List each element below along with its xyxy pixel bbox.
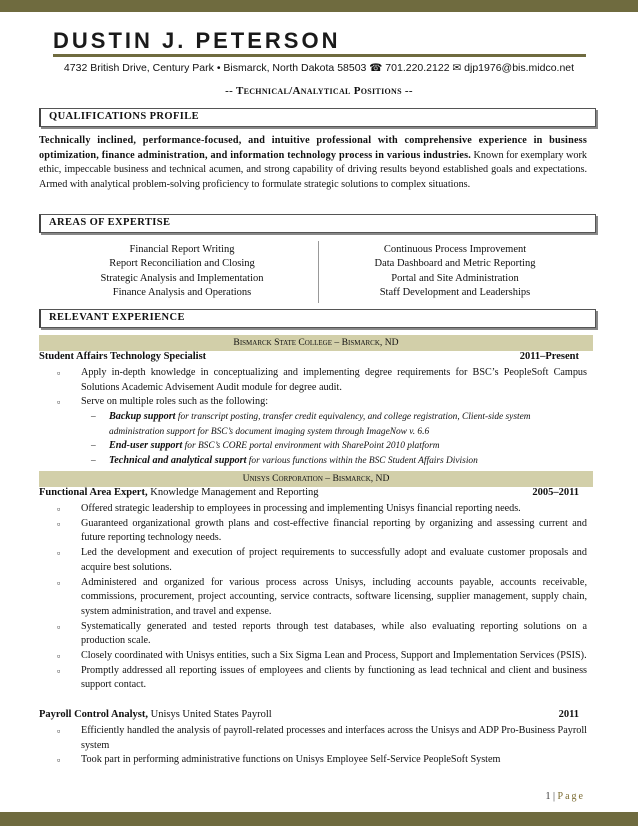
expertise-left-column <box>52 243 312 301</box>
role-bsc <box>39 351 579 362</box>
target-positions: -- Technical/Analytical Positions -- <box>225 85 413 97</box>
experience-heading-label: RELEVANT EXPERIENCE <box>49 312 185 323</box>
sub-item-text: for various functions within the BSC Student Affairs Division <box>246 455 478 466</box>
list-item: ▫ Took part in performing administrative functions on Unisys Employee Self-Service PeopleSoft System <box>55 753 587 768</box>
role-title: Functional Area Expert, <box>39 487 148 498</box>
sub-item-bold: End-user support <box>109 440 183 452</box>
candidate-name: DUSTIN J. PETERSON <box>53 28 341 53</box>
expertise-heading-label: AREAS OF EXPERTISE <box>49 217 171 228</box>
role-unisys-fae-bullets <box>55 502 587 693</box>
list-item: ▫ Systematically generated and tested reports through test databases, while also evaluating reporting solutions on a production scale. <box>55 620 587 649</box>
expertise-item: Data Dashboard and Metric Reporting <box>374 258 536 270</box>
expertise-item: Financial Report Writing <box>129 244 235 255</box>
list-item: ▫ Closely coordinated with Unisys entities, such a Six Sigma Lean and Process, Support and Implementation Services (PSIS). <box>55 649 587 664</box>
sub-item: – Backup support for transcript posting, transfer credit equivalency, and college registration, Client-side system administration support for BSC’s document imaging system through ImageNow v. 6.6 <box>91 411 531 437</box>
sub-item: – End-user support for BSC’s CORE portal environment with SharePoint 2010 platform <box>91 440 440 452</box>
list-item: ▫ Offered strategic leadership to employees in processing and implementing Unisys financial reporting needs. <box>55 502 587 517</box>
contact-line: 4732 British Drive, Century Park • Bismarck, North Dakota 58503 ☎ 701.220.2122 ✉ djp1976@bis.midco.net <box>63 62 575 74</box>
list-item: ▫ Promptly addressed all reporting issues of employees and clients by functioning as lead technical and client and business support contact. <box>55 664 587 693</box>
list-item: ▫ Apply in-depth knowledge in conceptualizing and implementing degree requirements for BSC’s PeopleSoft Campus Solutions Academic Advisement Audit module for degree audit. <box>55 366 587 395</box>
list-item: ▫ Administered and organized for various process across Unisys, including accounts payable, accounts receivable, commissions, procurement, project accounting, service contracts, software licensing, supplier management, supply chain, system administration, and travel and expense. <box>55 576 587 620</box>
list-item: ▫ Serve on multiple roles such as the following: <box>55 395 587 410</box>
expertise-divider <box>318 241 319 303</box>
expertise-item: Strategic Analysis and Implementation <box>100 272 264 284</box>
sub-item-text: for transcript posting, transfer credit equivalency, and college registration, Client-side system administration support for BSC’s document imaging system through ImageNow v. 6.6 <box>109 412 531 437</box>
expertise-item: Finance Analysis and Operations <box>112 287 252 299</box>
employer-band-unisys: Unisys Corporation – Bismarck, ND <box>39 471 593 487</box>
qualifications-heading <box>39 108 596 127</box>
qualifications-heading-label: QUALIFICATIONS PROFILE <box>49 111 200 122</box>
role-unisys-payroll-bullets <box>55 724 587 768</box>
role-title: Payroll Control Analyst, <box>39 709 148 720</box>
page-word: Page <box>557 791 585 802</box>
page-separator: | <box>553 791 556 802</box>
list-item: ▫ Efficiently handled the analysis of payroll-related processes and interfaces across the Unisys and ADP Pro-Business Payroll system <box>55 724 587 753</box>
experience-heading <box>39 309 596 328</box>
role-title: Student Affairs Technology Specialist <box>39 351 207 362</box>
list-item: ▫ Guaranteed organizational growth plans and cost-effective financial reporting by organizing and assessing current and future reporting technology needs. <box>55 517 587 546</box>
role-dates: 2011 <box>558 709 579 720</box>
role-dates: 2011–Present <box>519 351 579 362</box>
sub-item-text: for BSC’s CORE portal environment with SharePoint 2010 platform <box>182 441 440 452</box>
expertise-item: Portal and Site Administration <box>391 272 519 284</box>
expertise-heading <box>39 214 596 233</box>
role-subtitle: Knowledge Management and Reporting <box>147 487 319 498</box>
role-dates: 2005–2011 <box>532 487 579 498</box>
sub-item-bold: Technical and analytical support <box>109 454 247 466</box>
list-item: ▫ Led the development and execution of project requirements to successfully adopt and evaluate customer proposals and acquire best solutions. <box>55 546 587 575</box>
qualifications-text: Known for exemplary work ethic, impeccable business and technical acumen, and strong capability of driving results beyond established goals and expectations. Armed with analytical problem-solving proficiency to formulate strategic solutions to complex situations. <box>39 149 587 191</box>
bottom-accent-bar <box>0 812 638 826</box>
sub-item-bold: Backup support <box>109 411 176 423</box>
expertise-item: Continuous Process Improvement <box>383 244 527 255</box>
employer-band-bsc: Bismarck State College – Bismarck, ND <box>39 335 593 351</box>
page-indicator <box>546 791 585 802</box>
role-subtitle: Unisys United States Payroll <box>148 709 272 720</box>
expertise-item: Staff Development and Leaderships <box>379 287 531 299</box>
sub-item: – Technical and analytical support for various functions within the BSC Student Affairs Division <box>91 454 478 466</box>
expertise-right-column <box>325 243 585 301</box>
qualifications-bold-text: Technically inclined, performance-focused, and intuitive professional with comprehensive experience in business optimization, finance administration, and information technology process in various industries. <box>39 135 587 161</box>
name-underline <box>53 54 586 57</box>
qualifications-paragraph <box>39 134 587 193</box>
role-unisys-fae <box>39 487 579 498</box>
page-number: 1 <box>545 791 551 802</box>
role-bsc-bullets <box>55 366 587 468</box>
role-unisys-payroll <box>39 709 579 720</box>
expertise-item: Report Reconciliation and Closing <box>109 258 255 270</box>
top-accent-bar <box>0 0 638 12</box>
